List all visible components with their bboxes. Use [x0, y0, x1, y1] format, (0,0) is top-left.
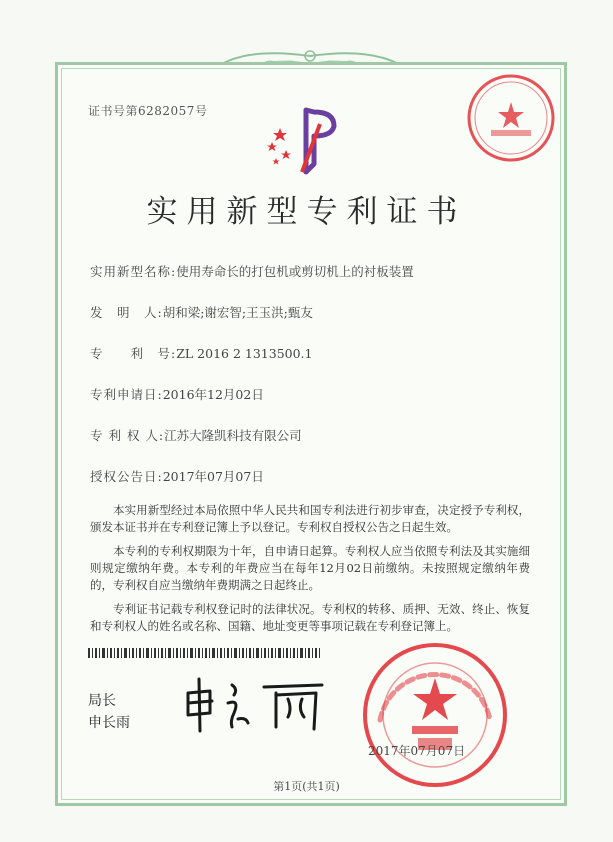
field-inventor — [90, 303, 313, 321]
certificate-body — [90, 502, 530, 642]
field-patentee — [90, 426, 302, 444]
field-announcement-date — [90, 467, 264, 485]
field-label: 专利申请日: — [90, 387, 163, 402]
field-value: 胡和梁;谢宏智;王玉洪;甄友 — [162, 305, 313, 320]
field-value: 2017年07月07日 — [162, 469, 264, 484]
field-label: 实用新型名称: — [90, 264, 177, 279]
field-label: 专 利 号: — [90, 346, 177, 361]
field-utility-model-name — [90, 262, 414, 280]
field-value: 使用寿命长的打包机或剪切机上的衬板装置 — [176, 264, 414, 279]
field-label: 发 明 人: — [90, 305, 163, 320]
official-seal-small — [465, 72, 557, 164]
field-value: ZL 2016 2 1313500.1 — [176, 346, 313, 361]
field-label: 授权公告日: — [90, 469, 163, 484]
body-paragraph: 本专利的专利权期限为十年，自申请日起算。专利权人应当依照专利法及其实施细则规定缴纳年费。本专利的年费应当在每年12月02日前缴纳。未按照规定缴纳年费的，专利权自应当缴纳年费期满之日起终止。 — [90, 544, 530, 592]
national-ip-office-seal — [360, 640, 510, 790]
body-paragraph: 本实用新型经过本局依照中华人民共和国专利法进行初步审查，决定授予专利权，颁发本证书并在专利登记簿上予以登记。专利权自授权公告之日起生效。 — [90, 503, 530, 534]
director-name: 申长雨 — [88, 715, 130, 731]
field-patent-number — [90, 344, 313, 362]
page-number: 第1页(共1页) — [273, 780, 340, 793]
field-value: 2016年12月02日 — [162, 387, 264, 402]
field-filing-date — [90, 385, 264, 403]
field-value: 江苏大隆凯科技有限公司 — [164, 428, 302, 443]
barcode — [88, 648, 320, 658]
patent-office-logo — [262, 106, 352, 178]
field-label: 专 利 权 人: — [90, 428, 165, 443]
seal-date: 2017年07月07日 — [368, 744, 466, 758]
certificate-number: 证书号第6282057号 — [88, 104, 208, 118]
handwritten-signature — [180, 675, 330, 735]
director-title: 局长 — [88, 693, 116, 709]
body-paragraph: 专利证书记载专利权登记时的法律状况。专利权的转移、质押、无效、终止、恢复和专利权人的姓名或名称、国籍、地址变更等事项记载在专利登记簿上。 — [90, 602, 530, 633]
certificate-title: 实用新型专利证书 — [146, 194, 467, 230]
